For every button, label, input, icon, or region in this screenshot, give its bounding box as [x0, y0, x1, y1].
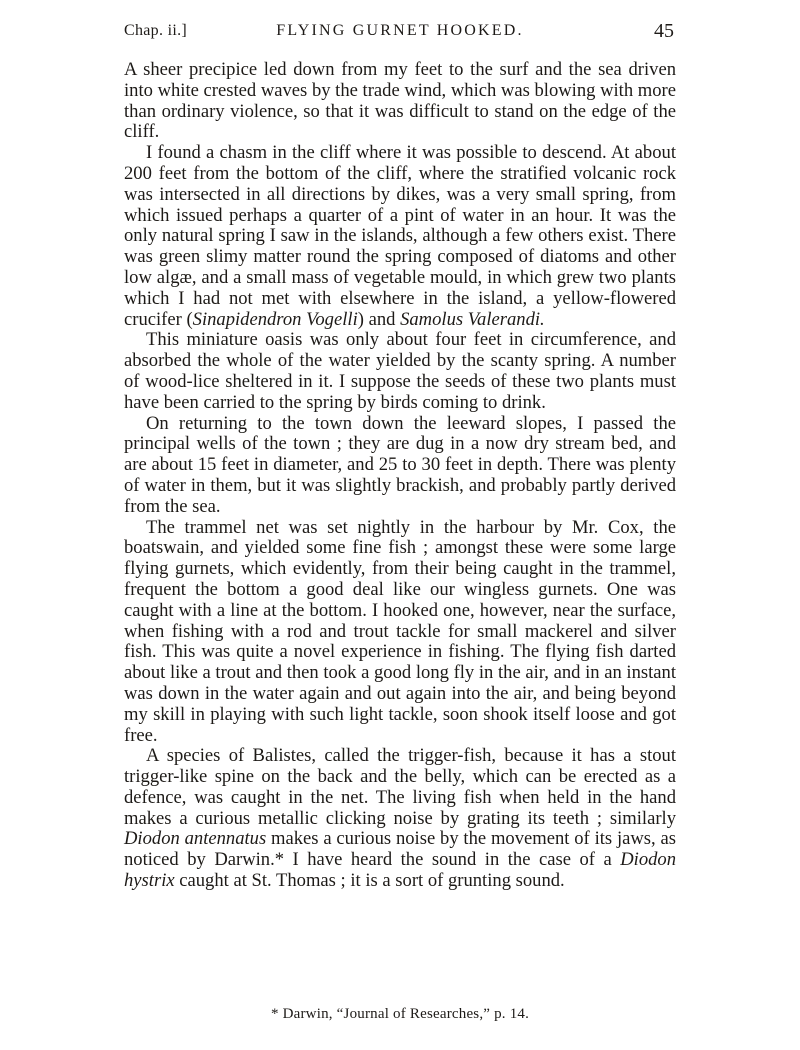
- chapter-label: Chap. ii.]: [124, 22, 187, 39]
- body-text: [124, 60, 676, 892]
- running-title: FLYING GURNET HOOKED.: [276, 22, 524, 39]
- paragraph: [124, 330, 676, 413]
- paragraph-text: caught at St. Thomas ; it is a sort of grunting sound.: [174, 870, 565, 892]
- paragraph-text: The trammel net was set nightly in the harbour by Mr. Cox, the boatswain, and yielded some fine fish ; amongst these were some large flying gurnets, which evidently, from their being caught in the trammel, frequent the bottom a good deal like our wingless gurnets. One was caught with a line at the bottom. I hooked one, however, near the surface, when fishing with a rod and trout tackle for small mackerel and silver fish. This was quite a novel experience in fishing. The flying fish darted about like a trout and then took a good long fly in the air, and in an instant was down in the water again and out again into the air, and being beyond my skill in playing with such light tackle, soon shook itself loose and got free.: [124, 516, 676, 746]
- italic-text: Sinapidendron Vogelli: [192, 308, 358, 330]
- paragraph-text: A sheer precipice led down from my feet to the surf and the sea driven into white crested waves by the trade wind, which was blowing with more than ordinary violence, so that it was difficult to stand on the edge of the cliff.: [124, 59, 677, 143]
- paragraph-text: I found a chasm in the cliff where it was possible to descend. At about 200 feet from the bottom of the cliff, where the stratified volcanic rock was intersected in all directions by dikes, was a very small spring, from which issued perhaps a quarter of a pint of water in an hour. It was the only natural spring I saw in the islands, although a few others exist. There was green slimy matter round the spring composed of diatoms and other low algæ, and a small mass of vegetable mould, in which grew two plants which I had not met with elsewhere in the island, a yellow-flowered crucifer (: [124, 142, 676, 330]
- italic-text: Diodon hystrix: [124, 849, 676, 892]
- paragraph: [124, 746, 676, 892]
- italic-text: Samolus Valerandi.: [400, 308, 545, 330]
- paragraph-text: makes a curious noise by the movement of its jaws, as noticed by Darwin.* I have heard the sound in the case of a: [124, 828, 676, 871]
- paragraph: [124, 518, 676, 747]
- footnote: * Darwin, “Journal of Researches,” p. 14.: [270, 1006, 530, 1022]
- paragraph: [124, 143, 676, 330]
- paragraph-text: ) and: [357, 308, 401, 330]
- paragraph-text: A species of Balistes, called the trigger-fish, because it has a stout trigger-like spine on the back and the belly, which can be erected as a defence, was caught in the net. The living fish when held in the hand makes a curious metallic clicking noise by grating its teeth ; similarly: [124, 745, 676, 829]
- paragraph: [124, 60, 676, 143]
- paragraph: [124, 414, 676, 518]
- paragraph-text: This miniature oasis was only about four feet in circumference, and absorbed the whole of the water yielded by the scanty spring. A number of wood-lice sheltered in it. I suppose the seeds of these two plants must have been carried to the spring by birds coming to drink.: [124, 329, 676, 413]
- italic-text: Diodon antennatus: [124, 828, 267, 850]
- running-header: [124, 20, 676, 46]
- paragraph-text: On returning to the town down the leeward slopes, I passed the principal wells of the town ; they are dug in a now dry stream bed, and are about 15 feet in diameter, and 25 to 30 feet in depth. There was plenty of water in them, but it was slightly brackish, and probably partly derived from the sea.: [124, 412, 676, 517]
- page-number: 45: [654, 20, 674, 42]
